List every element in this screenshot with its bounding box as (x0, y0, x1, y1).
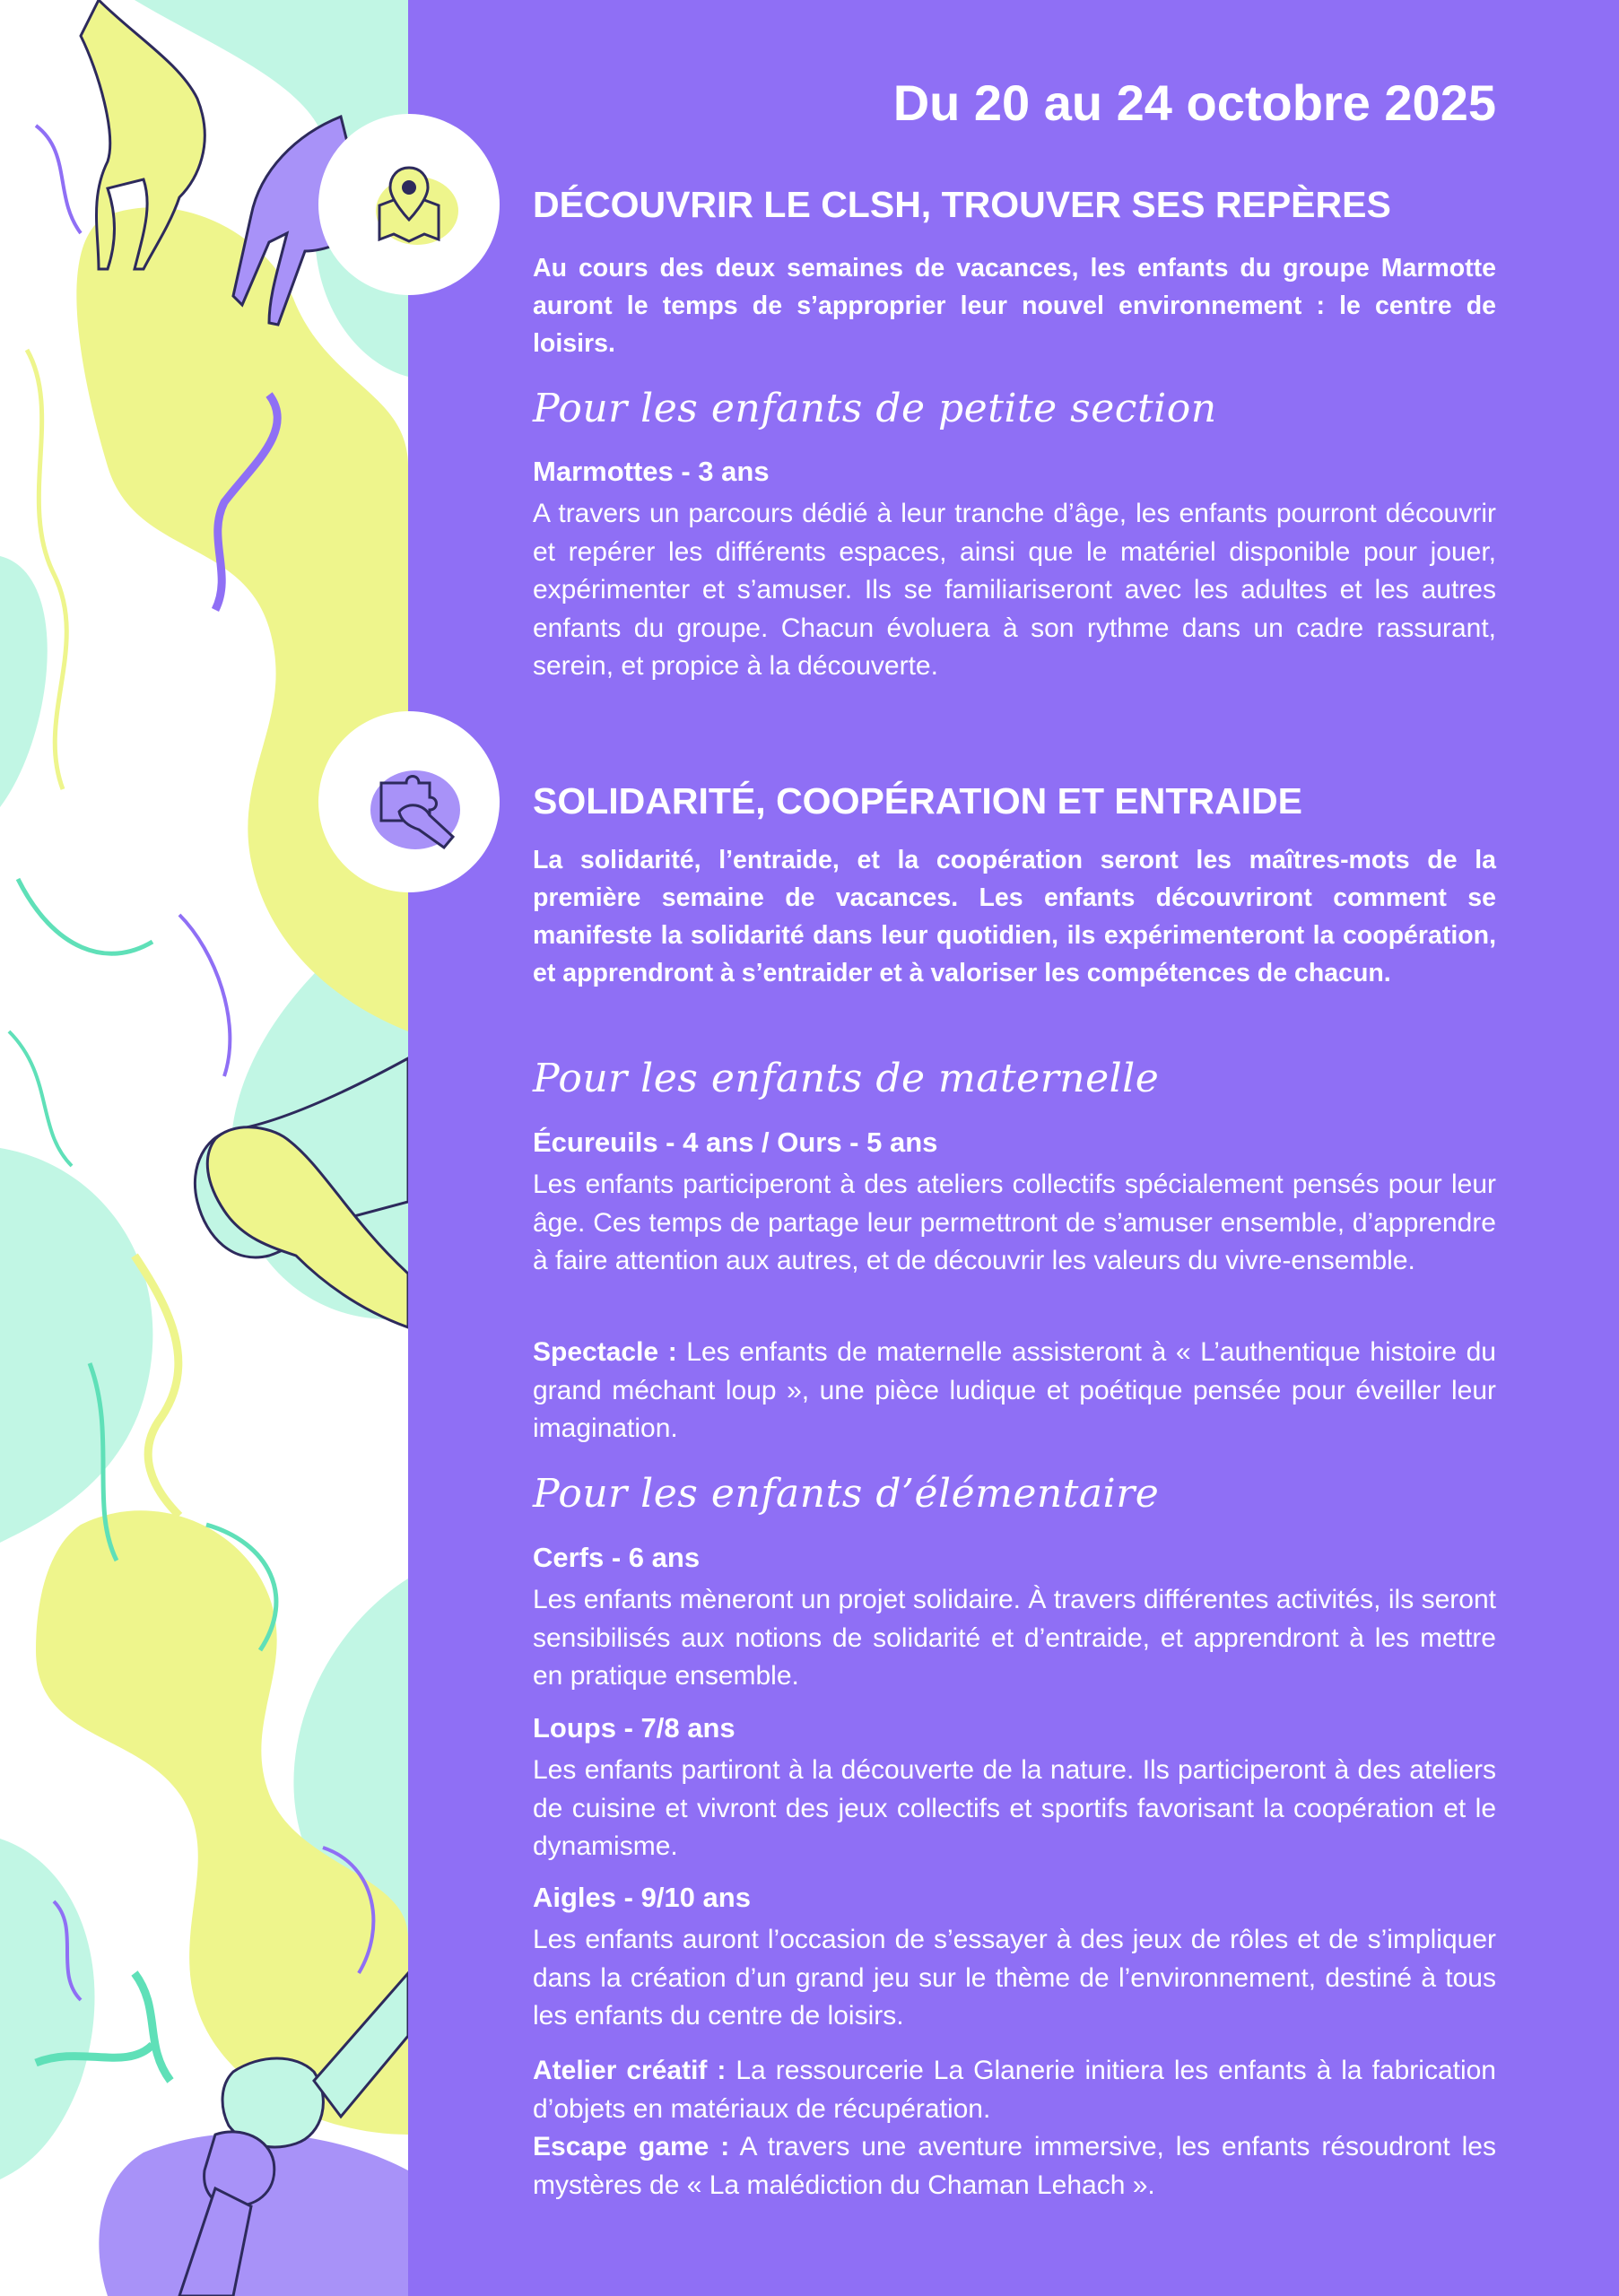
date-heading: Du 20 au 24 octobre 2025 (892, 74, 1496, 131)
marmottes-heading: Marmottes - 3 ans (533, 456, 770, 487)
section1-intro: Au cours des deux semaines de vacances, les enfants du groupe Marmotte auront le temps de s’approprier leur nouvel environnement : le centre de loisirs. (533, 254, 1496, 358)
maternelle-text: Les enfants participeront à des ateliers collectifs spécialement pensés pour leur âge. Ces temps de partage leur permettront de s’amuser ensemble, d’apprendre à faire attention aux autres, et de découvrir les valeurs du vivre-ensemble. (533, 1170, 1496, 1275)
atelier-paragraph (533, 2052, 1496, 2128)
hands-illustration (0, 0, 408, 2296)
map-pin-icon (318, 114, 500, 295)
puzzle-hand-icon (318, 711, 500, 892)
marmottes-text: A travers un parcours dédié à leur tranche d’âge, les enfants pourront découvrir et repérer les différents espaces, ainsi que le matériel disponible pour jouer, expérimenter et s’amuser. Ils se familiariseront avec les adultes et les autres enfants du groupe. Chacun évoluera à son rythme dans un cadre rassurant, serein, et propice à la découverte. (533, 499, 1496, 681)
escape-text: A travers une aventure immersive, les enfants résoudront les mystères de « La malédiction du Chaman Lehach ». (533, 2132, 1496, 2200)
maternelle-subtitle: Pour les enfants de maternelle (533, 1056, 1160, 1101)
cerfs-heading: Cerfs - 6 ans (533, 1542, 701, 1573)
spectacle-paragraph (533, 1334, 1496, 1448)
spectacle-label: Spectacle : (533, 1337, 677, 1367)
section1-title: DÉCOUVRIR LE CLSH, TROUVER SES REPÈRES (533, 184, 1391, 225)
loups-text: Les enfants partiront à la découverte de la nature. Ils participeront à des ateliers de cuisine et vivront des jeux collectifs et sportifs favorisant la coopération et le dynamisme. (533, 1755, 1496, 1861)
section1-subtitle: Pour les enfants de petite section (533, 386, 1217, 431)
atelier-text: La ressourcerie La Glanerie initiera les enfants à la fabrication d’objets en matériaux de récupération. (533, 2056, 1496, 2124)
aigles-text: Les enfants auront l’occasion de s’essayer à des jeux de rôles et de s’impliquer dans la création d’un grand jeu sur le thème de l’environnement, destiné à tous les enfants du centre de loisirs. (533, 1925, 1496, 2031)
ecureuils-ours-heading: Écureuils - 4 ans / Ours - 5 ans (533, 1126, 938, 1158)
elementaire-subtitle: Pour les enfants d’élémentaire (533, 1471, 1160, 1517)
loups-heading: Loups - 7/8 ans (533, 1712, 736, 1744)
cerfs-text: Les enfants mèneront un projet solidaire. À travers différentes activités, ils seront sensibilisés aux notions de solidarité et d’entraide, et apprendront à les mettre en pratique ensemble. (533, 1585, 1496, 1691)
map-pin-icon-badge (318, 114, 500, 295)
atelier-label: Atelier créatif : (533, 2056, 727, 2085)
illustration-strip (0, 0, 408, 2296)
aigles-heading: Aigles - 9/10 ans (533, 1882, 751, 1913)
escape-label: Escape game : (533, 2132, 730, 2161)
spectacle-text: Les enfants de maternelle assisteront à « L’authentique histoire du grand méchant loup », une pièce ludique et poétique pensée pour éveiller leur imagination. (533, 1337, 1496, 1443)
escape-paragraph (533, 2128, 1496, 2205)
puzzle-hand-icon-badge (318, 711, 500, 892)
section2-title: SOLIDARITÉ, COOPÉRATION ET ENTRAIDE (533, 780, 1302, 822)
section2-intro: La solidarité, l’entraide, et la coopération seront les maîtres-mots de la première semaine de vacances. Les enfants découvriront comment se manifeste la solidarité dans leur quotidien, ils expérimenteront la coopération, et apprendront à s’entraider et à valoriser les compétences de chacun. (533, 846, 1496, 987)
